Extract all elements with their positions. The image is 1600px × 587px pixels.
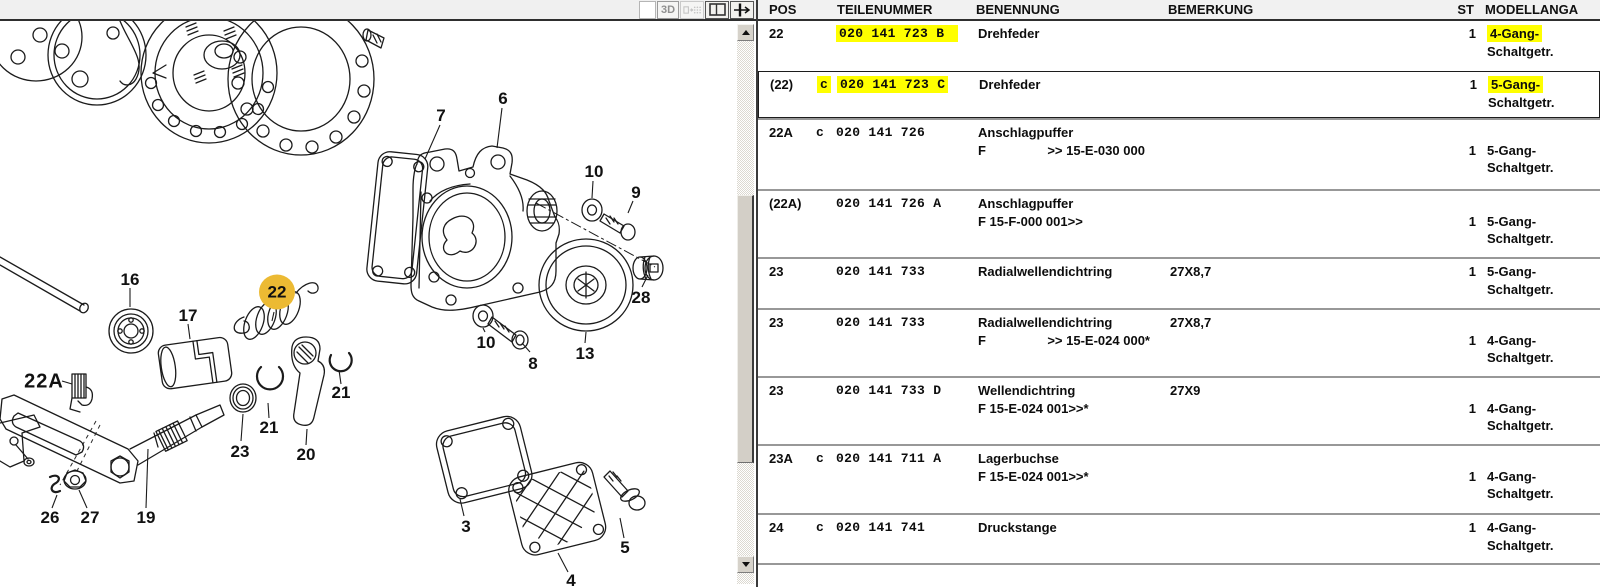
split-arrow-icon (733, 3, 751, 17)
cell-pos: 22A (769, 125, 793, 140)
cell-pos: 23 (769, 315, 784, 330)
col-header-st: ST (1457, 2, 1474, 17)
cell-pos: 23 (769, 264, 784, 279)
cell-modell: 4-Gang- Schaltgetr. (1487, 520, 1554, 553)
table-row[interactable] (758, 444, 1600, 513)
part-callout-9[interactable]: 9 (631, 183, 641, 202)
cell-prefix: c (817, 76, 837, 117)
part-callout-26[interactable]: 26 (40, 508, 60, 527)
table-row[interactable] (758, 71, 1600, 118)
cell-stueck: 1 (1468, 264, 1476, 279)
cell-partnumber: 020 141 723 B (836, 25, 978, 71)
cell-gap (1476, 263, 1487, 308)
link-grid-button[interactable] (680, 1, 704, 19)
cell-prefix (816, 195, 836, 257)
cell-bemerkung: 27X9 (1170, 383, 1201, 398)
part-callout-16[interactable]: 16 (120, 270, 140, 289)
part-callout-23[interactable]: 23 (230, 442, 250, 461)
cell-bemerkung (1170, 450, 1397, 513)
part-callout-19[interactable]: 19 (136, 508, 156, 527)
scroll-down-button[interactable] (737, 556, 754, 573)
cell-benennung: Radialwellendichtring F >> 15-E-024 000* (978, 315, 1150, 348)
parts-table-pane (756, 0, 1600, 587)
col-header-bemerkung: BEMERKUNG (1168, 2, 1254, 17)
table-header (758, 0, 1600, 21)
cell-gap (1476, 314, 1487, 376)
cell-gap (1476, 519, 1487, 563)
part-callout-27[interactable]: 27 (80, 508, 100, 527)
cell-stueck: 1 (1468, 468, 1476, 484)
part-callout-13[interactable]: 13 (575, 344, 595, 363)
cell-prefix: c (816, 125, 825, 140)
cell-gap (1476, 382, 1487, 444)
cell-gap (1476, 124, 1487, 189)
cell-pos: 23 (769, 383, 784, 398)
table-row[interactable] (758, 118, 1600, 189)
cell-stueck: 1 (1469, 77, 1477, 92)
part-callout-10[interactable]: 10 (584, 162, 604, 181)
table-row[interactable] (758, 257, 1600, 308)
cell-bemerkung: 27X8,7 (1170, 264, 1212, 279)
part-callout-5[interactable]: 5 (620, 538, 630, 557)
cell-partnumber: 020 141 723 C (837, 76, 979, 117)
link-grid-icon (683, 3, 701, 17)
cell-pos: 23A (769, 451, 793, 466)
cell-gap (1477, 76, 1488, 117)
arrow-down-icon (742, 562, 750, 567)
part-callout-17[interactable]: 17 (178, 306, 198, 325)
part-callout-8[interactable]: 8 (528, 354, 538, 373)
table-row[interactable] (758, 513, 1600, 565)
cell-prefix (816, 314, 836, 376)
cell-prefix (816, 25, 836, 71)
cell-pos: 22 (769, 26, 784, 41)
cell-partnumber: 020 141 733 D (836, 383, 942, 398)
cell-modell: 4-Gang- Schaltgetr. (1487, 468, 1554, 501)
cell-pos: 24 (769, 520, 784, 535)
cell-partnumber: 020 141 726 A (836, 196, 942, 211)
cell-bemerkung (1170, 195, 1397, 257)
part-callout-4[interactable]: 4 (566, 571, 576, 587)
two-pane-icon (709, 3, 726, 16)
cell-gap (1476, 450, 1487, 513)
cell-modell: 4-Gang- Schaltgetr. (1487, 26, 1554, 59)
cell-stueck: 1 (1468, 26, 1476, 41)
cell-modell: 5-Gang- Schaltgetr. (1487, 264, 1554, 297)
cell-partnumber: 020 141 741 (836, 520, 926, 535)
part-callout-3[interactable]: 3 (461, 517, 471, 536)
part-callout-10[interactable]: 10 (476, 333, 496, 352)
cell-bemerkung (1170, 25, 1397, 71)
cell-modell: 4-Gang- Schaltgetr. (1487, 400, 1554, 433)
table-row[interactable] (758, 376, 1600, 444)
cell-benennung: Anschlagpuffer F >> 15-E-030 000 (978, 125, 1145, 158)
col-header-teilenummer: TEILENUMMER (837, 2, 933, 17)
cell-prefix (816, 263, 836, 308)
col-header-modellangabe: MODELLANGA (1485, 2, 1579, 17)
cell-bemerkung (1170, 519, 1397, 563)
cell-partnumber: 020 141 726 (836, 125, 926, 140)
col-header-benennung: BENENNUNG (976, 2, 1060, 17)
parts-table-body (758, 21, 1600, 565)
cell-prefix: c (816, 451, 825, 466)
cell-benennung: Drehfeder (979, 77, 1041, 92)
cell-prefix: c (816, 520, 825, 535)
table-row[interactable] (758, 308, 1600, 376)
part-callout-7[interactable]: 7 (436, 106, 446, 125)
cell-stueck: 1 (1468, 213, 1476, 229)
scrollbar-thumb[interactable] (737, 195, 754, 463)
cell-prefix (816, 382, 836, 444)
cell-bemerkung (1170, 124, 1397, 189)
view-3d-button[interactable]: 3D (657, 1, 679, 19)
table-row[interactable] (758, 21, 1600, 71)
part-callout-21[interactable]: 21 (259, 418, 279, 437)
exploded-diagram (0, 21, 737, 587)
cell-modell: 4-Gang- Schaltgetr. (1487, 332, 1554, 365)
cell-benennung: Radialwellendichtring (978, 264, 1113, 279)
cell-modell: 5-Gang- Schaltgetr. (1488, 77, 1555, 110)
part-callout-22A[interactable]: 22A (24, 370, 64, 393)
cell-pos: (22A) (769, 196, 802, 211)
part-callout-20[interactable]: 20 (296, 445, 316, 464)
cell-bemerkung: 27X8,7 (1170, 315, 1212, 330)
cell-gap (1476, 195, 1487, 257)
cell-gap (1476, 25, 1487, 71)
move-divider-button[interactable] (730, 1, 754, 19)
part-callout-6[interactable]: 6 (498, 89, 508, 108)
cell-benennung: Druckstange (978, 520, 1057, 535)
part-callout-21[interactable]: 21 (331, 383, 351, 402)
cell-partnumber: 020 141 711 A (836, 451, 942, 466)
cell-stueck: 1 (1468, 142, 1476, 158)
table-scrollbar[interactable] (737, 21, 756, 587)
cell-benennung: Anschlagpuffer F 15-F-000 001>> (978, 196, 1083, 229)
cell-stueck: 1 (1468, 400, 1476, 416)
table-row[interactable] (758, 189, 1600, 257)
cell-benennung: Lagerbuchse F 15-E-024 001>>* (978, 451, 1089, 484)
part-callout-22-highlighted[interactable]: 22 (259, 275, 295, 310)
cell-stueck: 1 (1468, 332, 1476, 348)
cell-modell: 5-Gang- Schaltgetr. (1487, 142, 1554, 175)
exploded-diagram-pane[interactable] (0, 21, 737, 587)
two-pane-view-button[interactable] (705, 1, 729, 19)
col-header-pos: POS (769, 2, 797, 17)
blank-button[interactable] (639, 1, 656, 19)
cell-pos: (22) (770, 77, 794, 92)
cell-benennung: Wellendichtring F 15-E-024 001>>* (978, 383, 1089, 416)
scroll-up-button[interactable] (737, 24, 754, 41)
part-callout-28[interactable]: 28 (631, 288, 651, 307)
cell-bemerkung (1171, 76, 1398, 117)
cell-benennung: Drehfeder (978, 26, 1040, 41)
cell-modell: 5-Gang- Schaltgetr. (1487, 213, 1554, 246)
arrow-up-icon (742, 30, 750, 35)
diagram-toolbar (0, 0, 756, 21)
cell-partnumber: 020 141 733 (836, 264, 926, 279)
cell-stueck: 1 (1468, 520, 1476, 535)
cell-partnumber: 020 141 733 (836, 315, 926, 330)
